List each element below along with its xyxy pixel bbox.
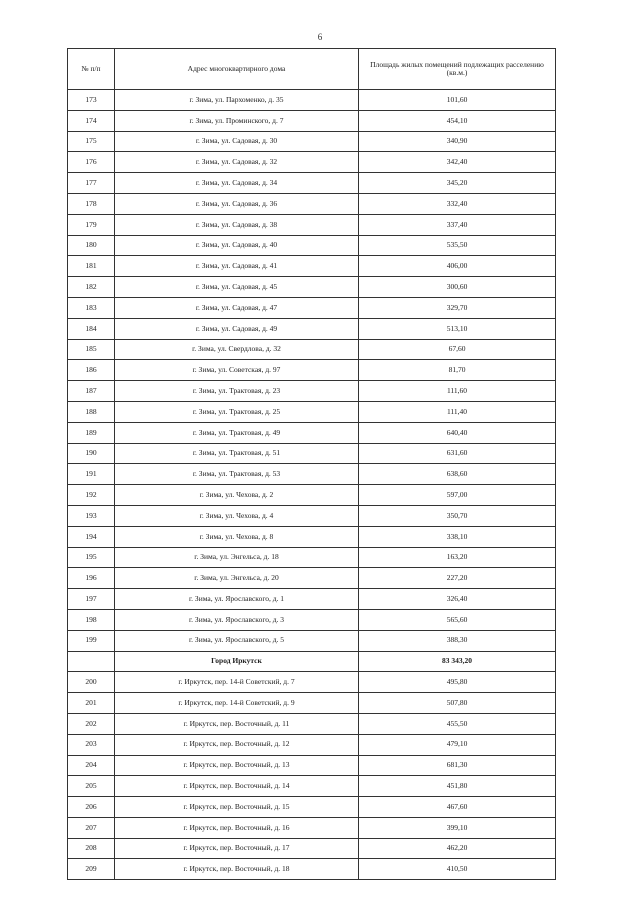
group-number-cell [68, 651, 115, 672]
address-cell: г. Зима, ул. Энгельса, д. 18 [115, 547, 359, 568]
row-number-cell: 199 [68, 630, 115, 651]
table-row [68, 817, 556, 838]
address-cell: г. Иркутск, пер. Восточный, д. 14 [115, 776, 359, 797]
table-row [68, 505, 556, 526]
row-number-cell: 209 [68, 859, 115, 880]
header-address: Адрес многоквартирного дома [115, 49, 359, 90]
row-number-cell: 184 [68, 318, 115, 339]
area-cell: 406,00 [359, 256, 556, 277]
table-row [68, 360, 556, 381]
address-cell: г. Иркутск, пер. 14-й Советский, д. 9 [115, 693, 359, 714]
address-cell: г. Иркутск, пер. Восточный, д. 18 [115, 859, 359, 880]
table-row [68, 609, 556, 630]
area-cell: 454,10 [359, 110, 556, 131]
area-cell: 399,10 [359, 817, 556, 838]
area-cell: 329,70 [359, 297, 556, 318]
area-cell: 565,60 [359, 609, 556, 630]
address-cell: г. Зима, ул. Садовая, д. 32 [115, 152, 359, 173]
area-cell: 332,40 [359, 193, 556, 214]
area-cell: 597,00 [359, 485, 556, 506]
address-cell: г. Зима, ул. Энгельса, д. 20 [115, 568, 359, 589]
area-cell: 467,60 [359, 797, 556, 818]
area-cell: 111,60 [359, 381, 556, 402]
row-number-cell: 188 [68, 401, 115, 422]
row-number-cell: 206 [68, 797, 115, 818]
row-number-cell: 178 [68, 193, 115, 214]
row-number-cell: 176 [68, 152, 115, 173]
row-number-cell: 187 [68, 381, 115, 402]
table-row [68, 443, 556, 464]
table-row [68, 776, 556, 797]
area-cell: 326,40 [359, 589, 556, 610]
table-row [68, 193, 556, 214]
area-cell: 631,60 [359, 443, 556, 464]
address-cell: г. Зима, ул. Трактовая, д. 23 [115, 381, 359, 402]
address-cell: г. Иркутск, пер. Восточный, д. 16 [115, 817, 359, 838]
area-cell: 535,50 [359, 235, 556, 256]
address-cell: г. Иркутск, пер. Восточный, д. 11 [115, 713, 359, 734]
table-row [68, 755, 556, 776]
table-row [68, 485, 556, 506]
table-row [68, 235, 556, 256]
address-cell: г. Зима, ул. Садовая, д. 41 [115, 256, 359, 277]
row-number-cell: 200 [68, 672, 115, 693]
row-number-cell: 195 [68, 547, 115, 568]
table-row [68, 838, 556, 859]
row-number-cell: 196 [68, 568, 115, 589]
table-row [68, 110, 556, 131]
area-cell: 507,80 [359, 693, 556, 714]
area-cell: 638,60 [359, 464, 556, 485]
address-cell: г. Иркутск, пер. Восточный, д. 12 [115, 734, 359, 755]
table-body [68, 90, 556, 880]
area-cell: 462,20 [359, 838, 556, 859]
address-cell: г. Зима, ул. Садовая, д. 34 [115, 173, 359, 194]
area-cell: 388,30 [359, 630, 556, 651]
table-row [68, 672, 556, 693]
address-cell: г. Зима, ул. Трактовая, д. 53 [115, 464, 359, 485]
area-cell: 101,60 [359, 90, 556, 111]
table-row [68, 547, 556, 568]
address-cell: г. Зима, ул. Садовая, д. 36 [115, 193, 359, 214]
table-row [68, 297, 556, 318]
row-number-cell: 190 [68, 443, 115, 464]
row-number-cell: 175 [68, 131, 115, 152]
address-cell: г. Зима, ул. Пархоменко, д. 35 [115, 90, 359, 111]
row-number-cell: 192 [68, 485, 115, 506]
table-row [68, 131, 556, 152]
table-row [68, 381, 556, 402]
group-total-cell: 83 343,20 [359, 651, 556, 672]
address-cell: г. Зима, ул. Чехова, д. 4 [115, 505, 359, 526]
table-row [68, 277, 556, 298]
row-number-cell: 208 [68, 838, 115, 859]
address-cell: г. Иркутск, пер. Восточный, д. 13 [115, 755, 359, 776]
row-number-cell: 204 [68, 755, 115, 776]
address-cell: г. Зима, ул. Трактовая, д. 25 [115, 401, 359, 422]
row-number-cell: 189 [68, 422, 115, 443]
area-cell: 451,80 [359, 776, 556, 797]
row-number-cell: 179 [68, 214, 115, 235]
address-cell: г. Зима, ул. Советская, д. 97 [115, 360, 359, 381]
address-cell: г. Зима, ул. Ярославского, д. 3 [115, 609, 359, 630]
group-row [68, 651, 556, 672]
address-cell: г. Иркутск, пер. Восточный, д. 15 [115, 797, 359, 818]
address-cell: г. Иркутск, пер. Восточный, д. 17 [115, 838, 359, 859]
area-cell: 340,90 [359, 131, 556, 152]
address-cell: г. Зима, ул. Свердлова, д. 32 [115, 339, 359, 360]
address-cell: г. Зима, ул. Чехова, д. 2 [115, 485, 359, 506]
row-number-cell: 182 [68, 277, 115, 298]
area-cell: 681,30 [359, 755, 556, 776]
area-cell: 345,20 [359, 173, 556, 194]
table-row [68, 401, 556, 422]
row-number-cell: 205 [68, 776, 115, 797]
area-cell: 455,50 [359, 713, 556, 734]
row-number-cell: 198 [68, 609, 115, 630]
row-number-cell: 207 [68, 817, 115, 838]
row-number-cell: 191 [68, 464, 115, 485]
row-number-cell: 202 [68, 713, 115, 734]
address-cell: г. Зима, ул. Садовая, д. 47 [115, 297, 359, 318]
header-area: Площадь жилых помещений подлежащих расселению (кв.м.) [359, 49, 556, 90]
row-number-cell: 177 [68, 173, 115, 194]
header-number: № п/п [68, 49, 115, 90]
table-row [68, 713, 556, 734]
area-cell: 337,40 [359, 214, 556, 235]
row-number-cell: 185 [68, 339, 115, 360]
row-number-cell: 201 [68, 693, 115, 714]
address-cell: г. Зима, ул. Садовая, д. 45 [115, 277, 359, 298]
address-cell: г. Зима, ул. Чехова, д. 8 [115, 526, 359, 547]
row-number-cell: 181 [68, 256, 115, 277]
area-cell: 300,60 [359, 277, 556, 298]
table-row [68, 859, 556, 880]
row-number-cell: 186 [68, 360, 115, 381]
area-cell: 495,80 [359, 672, 556, 693]
table-row [68, 90, 556, 111]
area-cell: 350,70 [359, 505, 556, 526]
table-row [68, 152, 556, 173]
address-cell: г. Зима, ул. Трактовая, д. 49 [115, 422, 359, 443]
table-row [68, 422, 556, 443]
area-cell: 163,20 [359, 547, 556, 568]
row-number-cell: 194 [68, 526, 115, 547]
address-cell: г. Иркутск, пер. 14-й Советский, д. 7 [115, 672, 359, 693]
address-cell: г. Зима, ул. Садовая, д. 40 [115, 235, 359, 256]
address-cell: г. Зима, ул. Садовая, д. 49 [115, 318, 359, 339]
address-cell: г. Зима, ул. Ярославского, д. 1 [115, 589, 359, 610]
area-cell: 342,40 [359, 152, 556, 173]
area-cell: 513,10 [359, 318, 556, 339]
table-row [68, 693, 556, 714]
area-cell: 111,40 [359, 401, 556, 422]
table-row [68, 526, 556, 547]
area-cell: 338,10 [359, 526, 556, 547]
table-row [68, 797, 556, 818]
table-header [68, 49, 556, 90]
address-cell: г. Зима, ул. Трактовая, д. 51 [115, 443, 359, 464]
area-cell: 479,10 [359, 734, 556, 755]
row-number-cell: 174 [68, 110, 115, 131]
address-cell: г. Зима, ул. Садовая, д. 30 [115, 131, 359, 152]
table-row [68, 256, 556, 277]
row-number-cell: 173 [68, 90, 115, 111]
area-cell: 227,20 [359, 568, 556, 589]
table-row [68, 568, 556, 589]
row-number-cell: 203 [68, 734, 115, 755]
area-cell: 81,70 [359, 360, 556, 381]
address-cell: г. Зима, ул. Проминского, д. 7 [115, 110, 359, 131]
row-number-cell: 197 [68, 589, 115, 610]
group-name-cell: Город Иркутск [115, 651, 359, 672]
table-row [68, 464, 556, 485]
table-row [68, 173, 556, 194]
area-cell: 640,40 [359, 422, 556, 443]
table-row [68, 630, 556, 651]
row-number-cell: 180 [68, 235, 115, 256]
address-cell: г. Зима, ул. Садовая, д. 38 [115, 214, 359, 235]
page-number: 6 [317, 32, 323, 42]
address-cell: г. Зима, ул. Ярославского, д. 5 [115, 630, 359, 651]
table-row [68, 339, 556, 360]
header-row [68, 49, 556, 90]
area-cell: 410,50 [359, 859, 556, 880]
table-row [68, 214, 556, 235]
row-number-cell: 193 [68, 505, 115, 526]
row-number-cell: 183 [68, 297, 115, 318]
housing-register-table [67, 48, 556, 880]
table-row [68, 318, 556, 339]
table-row [68, 589, 556, 610]
area-cell: 67,60 [359, 339, 556, 360]
table-row [68, 734, 556, 755]
